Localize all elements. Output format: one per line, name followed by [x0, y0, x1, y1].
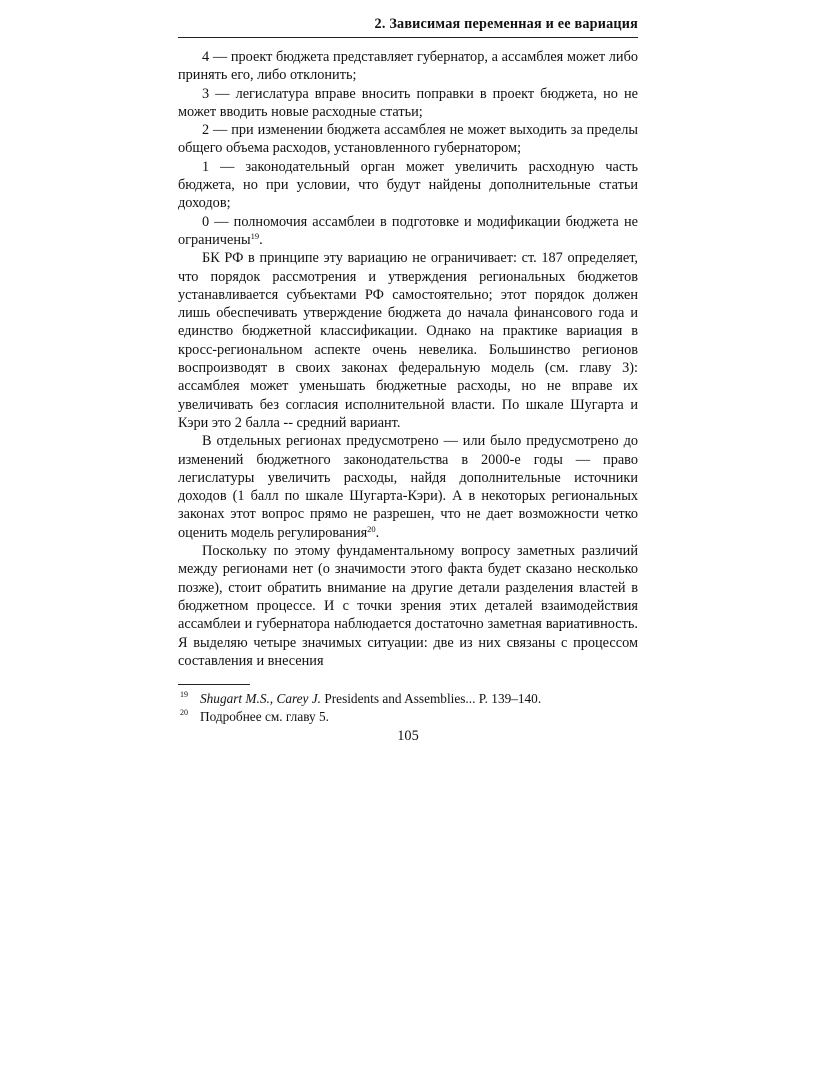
footnote-text: Presidents and Assemblies... P. 139–140. — [321, 691, 542, 706]
paragraph-regions — [178, 432, 638, 542]
list-item-0 — [178, 213, 638, 250]
footnote-rule — [178, 684, 250, 685]
list-item-3: 3 — легислатура вправе вносить поправки в проект бюджета, но не может вводить новые расходные статьи; — [178, 85, 638, 120]
footnote-text: Подробнее см. главу 5. — [200, 709, 329, 724]
footnote-20 — [178, 708, 638, 726]
footnote-ref-20: 20 — [367, 523, 376, 534]
page-number: 105 — [397, 728, 419, 744]
list-item-4: 4 — проект бюджета представляет губернатор, а ассамблея может либо принять его, либо отклонить; — [178, 49, 638, 84]
paragraph-regions-tail: . — [375, 524, 380, 541]
list-item-0-text: 0 — полномочия ассамблеи в подготовке и модификации бюджета не ограничены — [178, 213, 638, 248]
running-head: 2. Зависимая переменная и ее вариация — [374, 16, 638, 32]
footnotes — [178, 690, 638, 726]
footnote-ref-19: 19 — [250, 230, 260, 241]
list-item-2: 2 — при изменении бюджета ассамблея не может выходить за пределы общего объема расходов, установленного губернатором; — [178, 122, 638, 157]
header-rule — [178, 37, 638, 38]
footnote-19 — [178, 690, 638, 708]
footnote-number: 20 — [180, 708, 188, 717]
list-item-1: 1 — законодательный орган может увеличить расходную часть бюджета, но при условии, что будут найдены дополнительные статьи доходов; — [178, 158, 638, 212]
footnote-authors: Shugart M.S., Carey J. — [200, 691, 322, 706]
paragraph-differences: Поскольку по этому фундаментальному вопросу заметных различий между регионами нет (о значимости этого факта будет сказано несколько позже), стоит обратить внимание на другие детали разделения властей в бюджетном процессе. И с точки зрения этих деталей взаимодействия ассамблеи и губернатора наблюдается достаточно заметная вариативность. Я выделяю четыре значимых ситуации: две из них связаны с процессом составления и внесения — [178, 543, 638, 669]
footnote-number: 19 — [180, 690, 188, 699]
list-item-0-tail: . — [259, 231, 263, 248]
paragraph-regions-text: В отдельных регионах предусмотрено — или было предусмотрено до изменений бюджетного законодательства в 2000-е годы — право легислатуры увеличить расходы, найдя дополнительные источники доходов (1 балл по шкале Шугарта-Кэри). А в некоторых региональных законах этот вопрос прямо не разрешен, что не дает возможности четко оценить модель регулирования — [178, 433, 638, 541]
body-text — [178, 48, 638, 670]
paragraph-bk-rf: БК РФ в принципе эту вариацию не ограничивает: ст. 187 определяет, что порядок рассмотрения и утверждения региональных бюджетов устанавливается субъектами РФ самостоятельно; этот порядок должен лишь обеспечивать утверждение бюджета до начала финансового года и единство бюджетной классификации. Однако на практике вариация в кросс-региональном аспекте очень невелика. Большинство регионов воспроизводят в своих законах федеральную модель (см. главу 3): ассамблея может уменьшать бюджетные расходы, но не вправе их увеличивать без согласия исполнительной власти. По шкале Шугарта и Кэри это 2 балла -- средний вариант. — [178, 250, 638, 431]
